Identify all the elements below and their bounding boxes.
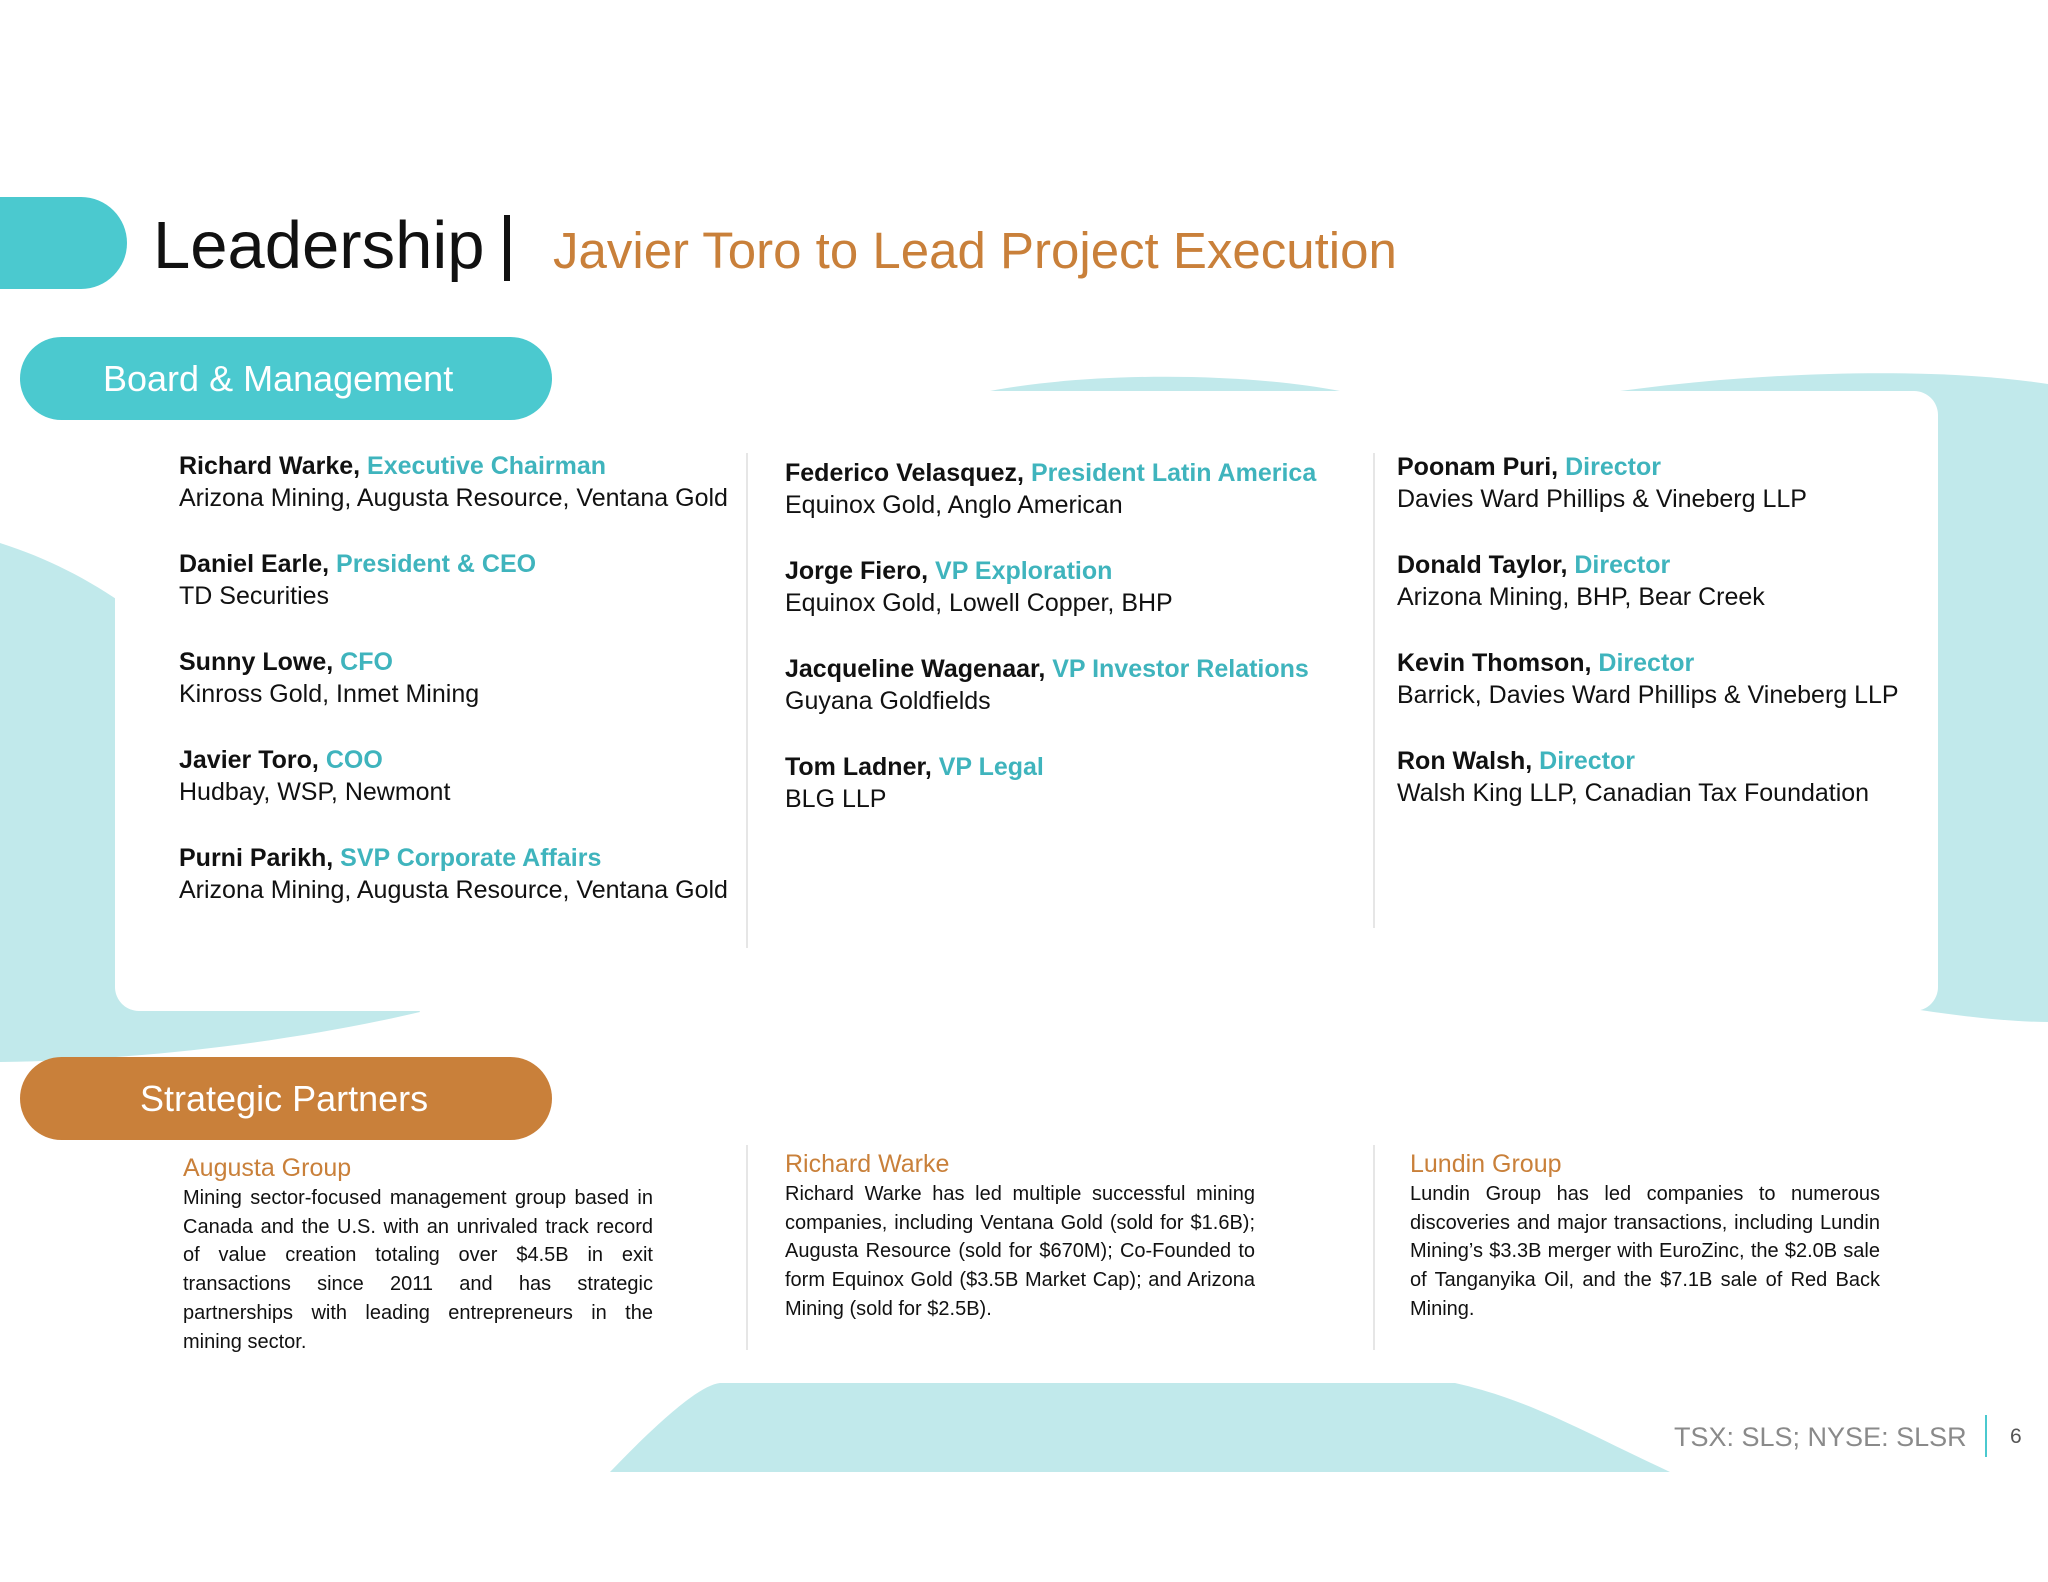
person-entry (1397, 647, 1899, 711)
person-name-line (179, 450, 728, 482)
person-name: Tom Ladner, (785, 753, 932, 781)
person-role: Director (1565, 453, 1661, 481)
person-organizations: BLG LLP (785, 785, 887, 813)
person-name-line (785, 653, 1309, 685)
person-organizations: Equinox Gold, Anglo American (785, 491, 1123, 519)
person-organizations: Hudbay, WSP, Newmont (179, 778, 451, 806)
bottom-wave-shape (610, 1383, 1670, 1472)
person-role: VP Investor Relations (1052, 655, 1309, 683)
person-name-line (1397, 647, 1899, 679)
person-entry (179, 842, 728, 906)
person-name-line (179, 548, 536, 580)
person-name: Jacqueline Wagenaar, (785, 655, 1046, 683)
person-entry (1397, 451, 1807, 515)
page-title: Leadership (153, 208, 485, 283)
person-name: Purni Parikh, (179, 844, 334, 872)
person-name-line (785, 555, 1173, 587)
person-name-line (1397, 549, 1765, 581)
person-entry (785, 555, 1173, 619)
person-organizations: Barrick, Davies Ward Phillips & Vineberg LLP (1397, 681, 1899, 709)
person-organizations: Kinross Gold, Inmet Mining (179, 680, 480, 708)
person-name: Richard Warke, (179, 452, 361, 480)
person-name: Sunny Lowe, (179, 648, 334, 676)
person-role: SVP Corporate Affairs (340, 844, 602, 872)
person-organizations: Arizona Mining, BHP, Bear Creek (1397, 583, 1765, 611)
partner-entry (183, 1152, 653, 1356)
person-role: President & CEO (336, 550, 537, 578)
person-entry (785, 653, 1309, 717)
person-entry (785, 457, 1316, 521)
person-entry (785, 751, 1044, 815)
partner-column-divider (1373, 1145, 1375, 1350)
partner-entry (785, 1148, 1255, 1324)
partner-description: Lundin Group has led companies to numerous discoveries and major transactions, including Lundin Mining’s $3.3B merger with EuroZinc, the $2.0B sale of Tanganyika Oil, and the $7.1B sale of Red Back Mining. (1410, 1183, 1880, 1320)
partner-description: Mining sector-focused management group based in Canada and the U.S. with an unrivaled track record of value creation totaling over $4.5B in exit transactions since 2011 and has strategic partnerships with leading entrepreneurs in the mining sector. (183, 1187, 653, 1353)
person-organizations: Guyana Goldfields (785, 687, 991, 715)
person-entry (1397, 549, 1765, 613)
person-role: Executive Chairman (367, 452, 607, 480)
person-name: Donald Taylor, (1397, 551, 1568, 579)
person-name-line (785, 751, 1044, 783)
person-name-line (179, 842, 728, 874)
top-center-wave-shape (990, 377, 1340, 391)
person-name-line (785, 457, 1316, 489)
page-number: 6 (2010, 1425, 2022, 1448)
title-accent-tab (0, 197, 127, 289)
partner-title: Richard Warke (785, 1150, 950, 1178)
title-separator (504, 215, 510, 281)
strategic-partners-pill (20, 1057, 552, 1140)
partner-column-divider (746, 1145, 748, 1350)
board-column-divider (746, 453, 748, 948)
person-name-line (179, 744, 450, 776)
person-entry (179, 646, 479, 710)
board-management-label: Board & Management (103, 358, 454, 399)
person-role: President Latin America (1030, 459, 1317, 487)
person-role: Director (1574, 551, 1671, 579)
person-organizations: TD Securities (179, 582, 330, 610)
stock-ticker: TSX: SLS; NYSE: SLSR (1674, 1422, 1967, 1452)
person-role: VP Exploration (935, 557, 1113, 585)
person-name: Ron Walsh, (1397, 747, 1533, 775)
person-entry (1397, 745, 1869, 809)
footer-separator (1985, 1415, 1987, 1457)
person-organizations: Arizona Mining, Augusta Resource, Ventana Gold (179, 876, 728, 904)
partner-title: Lundin Group (1410, 1150, 1562, 1178)
person-name: Javier Toro, (179, 746, 319, 774)
person-name-line (1397, 745, 1869, 777)
person-name-line (179, 646, 479, 678)
board-column-divider (1373, 453, 1375, 928)
person-name-line (1397, 451, 1807, 483)
board-management-pill (20, 337, 552, 420)
person-entry (179, 744, 450, 808)
person-name: Daniel Earle, (179, 550, 330, 578)
person-role: Director (1598, 649, 1695, 677)
person-role: CFO (340, 648, 393, 676)
person-name: Jorge Fiero, (785, 557, 929, 585)
page-subtitle: Javier Toro to Lead Project Execution (553, 222, 1397, 279)
person-role: Director (1539, 747, 1636, 775)
person-organizations: Equinox Gold, Lowell Copper, BHP (785, 589, 1173, 617)
person-organizations: Walsh King LLP, Canadian Tax Foundation (1397, 779, 1870, 807)
person-name: Federico Velasquez, (785, 459, 1024, 487)
person-name: Poonam Puri, (1397, 453, 1559, 481)
partner-title: Augusta Group (183, 1154, 352, 1182)
person-role: COO (325, 746, 383, 774)
person-entry (179, 450, 728, 514)
partner-entry (1410, 1148, 1880, 1324)
person-organizations: Davies Ward Phillips & Vineberg LLP (1397, 485, 1807, 513)
person-organizations: Arizona Mining, Augusta Resource, Ventana Gold (179, 484, 728, 512)
strategic-partners-label: Strategic Partners (140, 1078, 429, 1119)
person-role: VP Legal (938, 753, 1044, 781)
partner-description: Richard Warke has led multiple successful mining companies, including Ventana Gold (sold for $1.6B); Augusta Resource (sold for $670M); Co-Founded to form Equinox Gold ($3.5B Market Cap); and Arizona Mining (sold for $2.5B). (785, 1183, 1255, 1320)
person-name: Kevin Thomson, (1397, 649, 1592, 677)
person-entry (179, 548, 536, 612)
